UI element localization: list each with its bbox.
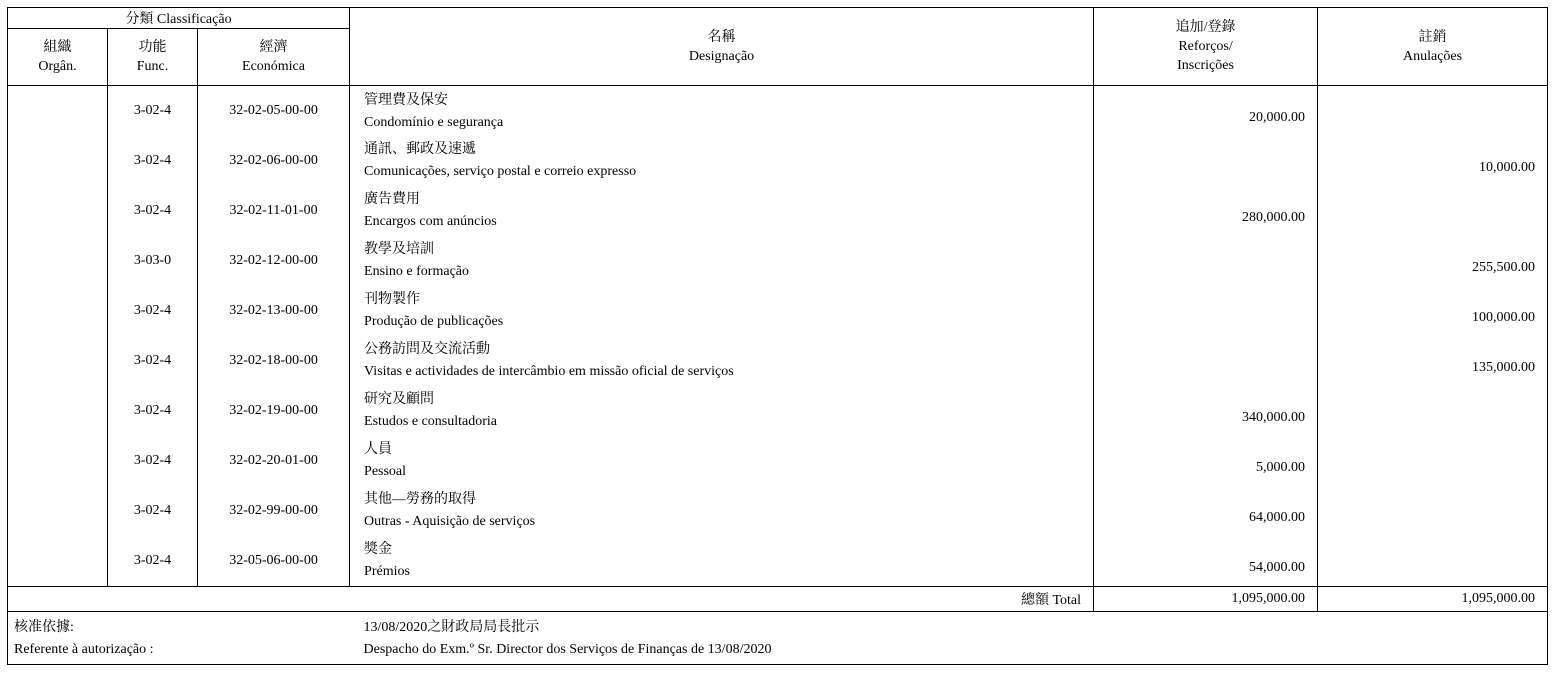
anulacao-cell (1318, 486, 1548, 536)
designation-pt: Visitas e actividades de intercâmbio em missão oficial de serviços (364, 364, 734, 379)
designation-zh: 其他—勞務的取得 (364, 492, 477, 507)
econ-cell: 32-02-99-00-00 (198, 486, 350, 536)
designation-cell (350, 286, 1094, 336)
reforco-cell (1094, 136, 1318, 186)
econ-cell: 32-02-19-00-00 (198, 386, 350, 436)
designation-cell (350, 336, 1094, 386)
designation-zh: 研究及顧問 (364, 392, 435, 407)
func-cell: 3-02-4 (108, 136, 198, 186)
designation-cell (350, 236, 1094, 286)
table-row (8, 486, 1548, 536)
func-header-zh: 功能 (138, 40, 167, 55)
econ-cell: 32-02-11-01-00 (198, 186, 350, 236)
organ-cell (8, 186, 108, 236)
func-cell: 3-02-4 (108, 486, 198, 536)
designation-pt: Pessoal (364, 464, 407, 479)
designation-zh: 人員 (364, 442, 393, 457)
designation-cell (350, 536, 1094, 587)
designation-zh: 教學及培訓 (364, 242, 435, 257)
designation-cell (350, 136, 1094, 186)
designation-pt: Produção de publicações (364, 314, 504, 329)
total-reforcos: 1,095,000.00 (1094, 587, 1318, 612)
table-row (8, 86, 1548, 137)
designation-cell (350, 486, 1094, 536)
func-cell: 3-02-4 (108, 336, 198, 386)
authorization-label-pt: Referente à autorização : (14, 642, 154, 657)
func-header-pt: Func. (136, 59, 169, 74)
reforcos-header-zh: 追加/登錄 (1175, 20, 1236, 35)
organ-header (8, 29, 108, 86)
econ-header-zh: 經濟 (259, 40, 288, 55)
econ-cell: 32-02-05-00-00 (198, 86, 350, 137)
anulacoes-header (1318, 8, 1548, 86)
authorization-text-pt: Despacho do Exm.º Sr. Director dos Serviços de Finanças de 13/08/2020 (363, 642, 772, 657)
econ-cell: 32-02-06-00-00 (198, 136, 350, 186)
anulacao-cell (1318, 386, 1548, 436)
total-label: 總額 Total (8, 587, 1094, 612)
designation-pt: Comunicações, serviço postal e correio expresso (364, 164, 637, 179)
func-cell: 3-02-4 (108, 536, 198, 587)
func-cell: 3-03-0 (108, 236, 198, 286)
table-row (8, 136, 1548, 186)
func-header (108, 29, 198, 86)
anulacoes-header-pt: Anulações (1402, 48, 1463, 64)
econ-cell: 32-02-13-00-00 (198, 286, 350, 336)
organ-cell (8, 536, 108, 587)
econ-header (198, 29, 350, 86)
designation-cell (350, 436, 1094, 486)
designation-pt: Encargos com anúncios (364, 214, 497, 229)
table-row (8, 436, 1548, 486)
table-row (8, 236, 1548, 286)
designation-header-pt: Designação (688, 48, 755, 64)
table-row (8, 336, 1548, 386)
designation-cell (350, 86, 1094, 137)
anulacoes-header-zh: 註銷 (1418, 29, 1447, 45)
organ-cell (8, 236, 108, 286)
anulacao-cell: 10,000.00 (1318, 136, 1548, 186)
designation-zh: 廣告費用 (364, 192, 421, 207)
designation-cell (350, 186, 1094, 236)
econ-header-pt: Económica (242, 59, 305, 74)
func-cell: 3-02-4 (108, 286, 198, 336)
anulacao-cell: 135,000.00 (1318, 336, 1548, 386)
reforcos-header-pt1: Reforços/ (1178, 39, 1233, 54)
header-row-1 (8, 8, 1548, 29)
table-row (8, 286, 1548, 336)
table-row (8, 186, 1548, 236)
reforco-cell: 20,000.00 (1094, 86, 1318, 137)
anulacao-cell (1318, 436, 1548, 486)
anulacao-cell: 100,000.00 (1318, 286, 1548, 336)
authorization-label-zh: 核准依據: (14, 620, 74, 635)
total-anulacoes: 1,095,000.00 (1318, 587, 1548, 612)
anulacao-cell (1318, 536, 1548, 587)
classification-header: 分類 Classificação (8, 8, 350, 29)
organ-cell (8, 436, 108, 486)
reforco-cell: 54,000.00 (1094, 536, 1318, 587)
organ-cell (8, 386, 108, 436)
designation-pt: Estudos e consultadoria (364, 414, 498, 429)
designation-zh: 通訊、郵政及速遞 (364, 142, 477, 157)
designation-zh: 刊物製作 (364, 292, 421, 307)
anulacao-cell: 255,500.00 (1318, 236, 1548, 286)
reforco-cell: 64,000.00 (1094, 486, 1318, 536)
budget-table (7, 7, 1548, 665)
authorization-text-zh: 13/08/2020之財政局局長批示 (363, 620, 540, 635)
func-cell: 3-02-4 (108, 386, 198, 436)
table-row (8, 386, 1548, 436)
organ-cell (8, 86, 108, 137)
designation-pt: Prémios (364, 564, 410, 579)
table-row (8, 536, 1548, 587)
designation-zh: 管理費及保安 (364, 93, 449, 108)
reforco-cell: 5,000.00 (1094, 436, 1318, 486)
reforco-cell: 280,000.00 (1094, 186, 1318, 236)
func-cell: 3-02-4 (108, 86, 198, 137)
econ-cell: 32-05-06-00-00 (198, 536, 350, 587)
anulacao-cell (1318, 186, 1548, 236)
designation-pt: Outras - Aquisição de serviços (364, 514, 536, 529)
reforco-cell: 340,000.00 (1094, 386, 1318, 436)
reforcos-header-pt2: Inscrições (1177, 58, 1234, 73)
organ-cell (8, 136, 108, 186)
reforco-cell (1094, 236, 1318, 286)
designation-zh: 獎金 (364, 542, 393, 557)
organ-cell (8, 286, 108, 336)
designation-cell (350, 386, 1094, 436)
econ-cell: 32-02-20-01-00 (198, 436, 350, 486)
organ-header-pt: Orgân. (38, 59, 77, 74)
designation-zh: 公務訪問及交流活動 (364, 342, 491, 357)
func-cell: 3-02-4 (108, 186, 198, 236)
designation-pt: Ensino e formação (364, 264, 469, 279)
reforco-cell (1094, 286, 1318, 336)
econ-cell: 32-02-12-00-00 (198, 236, 350, 286)
reforco-cell (1094, 336, 1318, 386)
authorization-text (350, 612, 1548, 665)
organ-cell (8, 336, 108, 386)
organ-cell (8, 486, 108, 536)
anulacao-cell (1318, 86, 1548, 137)
func-cell: 3-02-4 (108, 436, 198, 486)
reforcos-header (1094, 8, 1318, 86)
designation-pt: Condomínio e segurança (364, 115, 504, 130)
authorization-label (8, 612, 350, 665)
footer-row (8, 612, 1548, 665)
designation-header (350, 8, 1094, 86)
total-row (8, 587, 1548, 612)
organ-header-zh: 組織 (43, 40, 72, 55)
econ-cell: 32-02-18-00-00 (198, 336, 350, 386)
designation-header-zh: 名稱 (707, 29, 736, 45)
